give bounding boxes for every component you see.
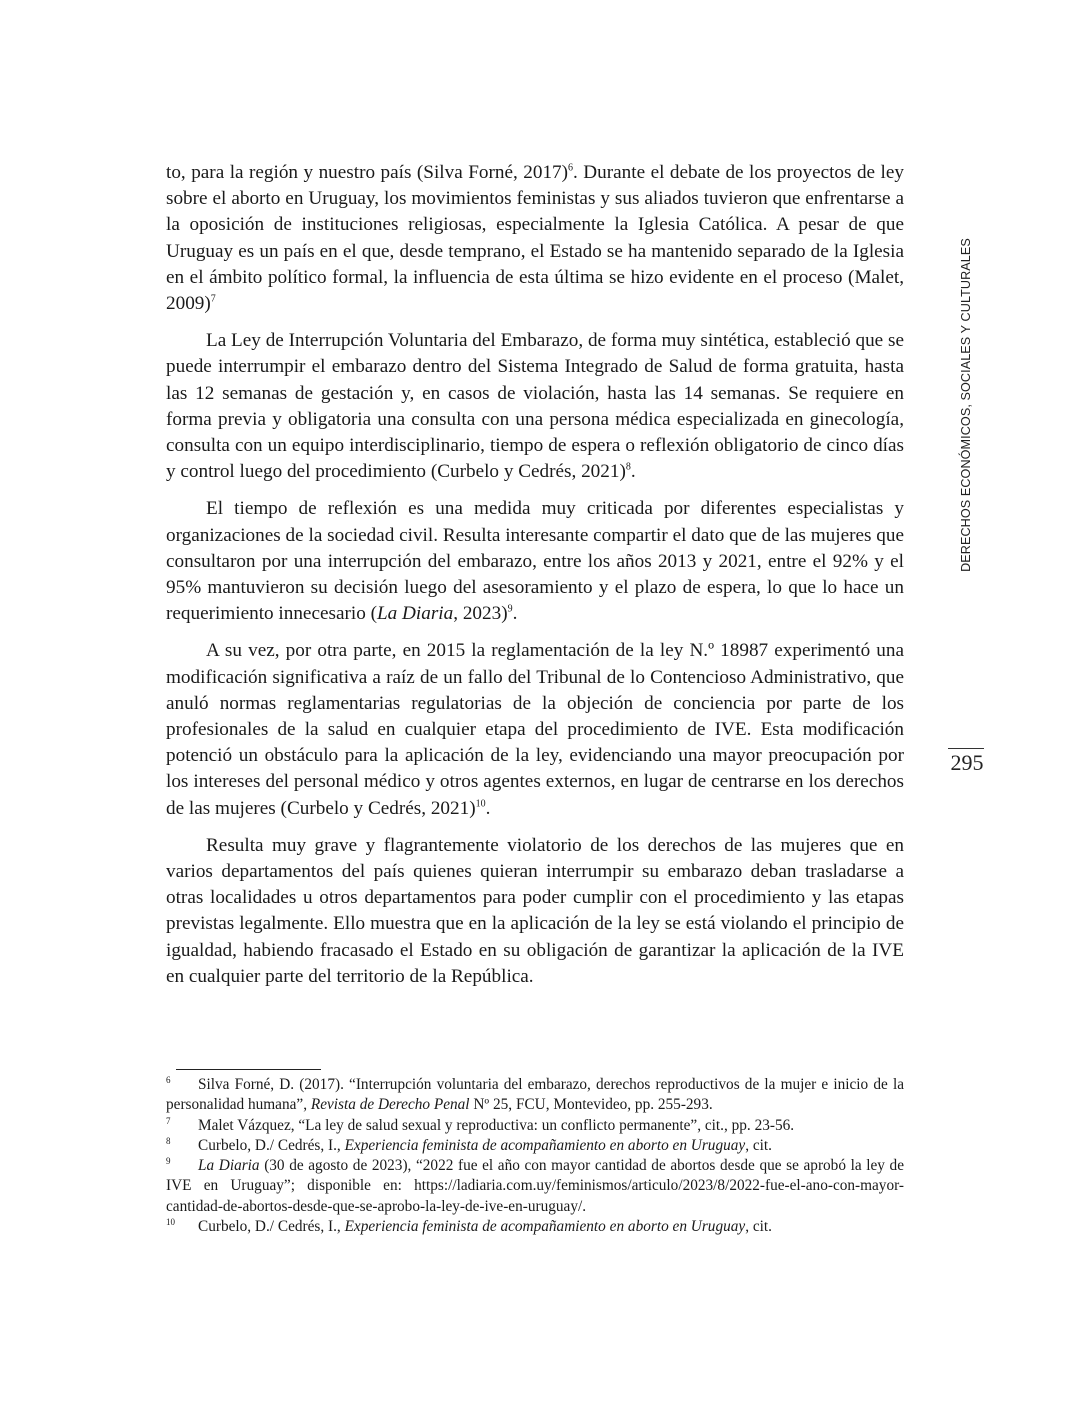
footnote-text: Silva Forné, D. (2017). “Interrupción voluntaria del embarazo, derechos reproductivos de la mujer e inicio de la personalidad humana”,	[166, 1076, 904, 1114]
footnote-9: 9 La Diaria (30 de agosto de 2023), “2022 fue el año con mayor cantidad de abortos desde que se aprobó la ley de IVE en Uruguay”; disponible en: https://ladiaria.com.uy/feminismos/articulo/2023/8/2022-fue-el-ano-con-mayor-cantidad-de-abortos-desde-que-se-aprobo-la-ley-de-ive-en-uruguay/.	[166, 1156, 904, 1215]
paragraph-text: .	[485, 797, 491, 819]
page-number: 295	[950, 750, 984, 775]
footnote-text: Curbelo, D./ Cedrés, I.,	[198, 1218, 345, 1236]
paragraph-text: . Durante el debate de los proyectos de ley sobre el aborto en Uruguay, los movimientos feministas y sus aliados tuvieron que enfrentarse a la oposición de instituciones religiosas, especialmente la Iglesia Católica. A pesar de que Uruguay es un país en el que, desde temprano, el Estado se ha mantenido separado de la Iglesia en el ámbito político formal, la influencia de esta última se hizo evidente en el proceso (Malet, 2009)	[166, 162, 904, 315]
paragraph-5	[166, 833, 904, 990]
footnote-6: 6 Silva Forné, D. (2017). “Interrupción voluntaria del embarazo, derechos reproductivos de la mujer e inicio de la personalidad humana”, Revista de Derecho Penal Nº 25, FCU, Montevideo, pp. 255-293.	[166, 1074, 904, 1114]
paragraph-text: El tiempo de reflexión es una medida muy criticada por diferentes especialistas y organizaciones de la sociedad civil. Resulta interesante compartir el dato que de las mujeres que consultaron por una interrupción del embarazo, entre los años 2013 y 2021, entre el 92% y el 95% mantuvieron su decisión luego del asesoramiento y el plazo de espera, lo que lo hace un requerimiento innecesario (	[166, 498, 904, 625]
paragraph-text: , 2023)	[453, 603, 508, 625]
footnote-text: Malet Vázquez, “La ley de salud sexual y reproductiva: un conflicto permanente”, cit., pp. 23-56.	[198, 1116, 795, 1134]
footnote-ref[interactable]: 10	[475, 798, 486, 810]
paragraph-text: A su vez, por otra parte, en 2015 la reglamentación de la ley N.º 18987 experimentó una modificación significativa a raíz de un fallo del Tribunal de lo Contencioso Administrativo, que anuló normas reglamentarias regulatorias de la objeción de conciencia por parte de los profesionales de la salud en cualquier etapa del procedimiento de IVE. Esta modificación potenció un obstáculo para la aplicación de la ley, evidenciando una mayor preocupación por los intereses del personal médico y otros agentes externos, en lugar de centrarse en los derechos de las mujeres (Curbelo y Cedrés, 2021)	[166, 640, 904, 819]
publication-title: Revista de Derecho Penal	[310, 1096, 470, 1114]
paragraph-text: .	[630, 461, 636, 483]
footnote-10: 10 Curbelo, D./ Cedrés, I., Experiencia feminista de acompañamiento en aborto en Uruguay, cit.	[166, 1216, 772, 1236]
paragraph-text: to, para la región y nuestro país (Silva Forné, 2017)	[166, 162, 569, 183]
publication-title: Experiencia feminista de acompañamiento en aborto en Uruguay	[344, 1218, 746, 1236]
page-number-rule	[948, 748, 984, 749]
publication-title: Experiencia feminista de acompañamiento en aborto en Uruguay	[344, 1136, 746, 1154]
publication-title: La Diaria	[376, 603, 454, 625]
footnote-ref[interactable]: 9	[507, 603, 513, 615]
footnote-text: Curbelo, D./ Cedrés, I.,	[198, 1136, 345, 1154]
paragraph-text: La Ley de Interrupción Voluntaria del Embarazo, de forma muy sintética, estableció que se puede interrumpir el embarazo dentro del Sistema Integrado de Salud de forma gratuita, hasta las 12 semanas de gestación y, en casos de violación, hasta las 14 semanas. Se requiere en forma previa y obligatoria una consulta con una persona médica especializada en ginecología, consulta con un equipo interdisciplinario, tiempo de espera o reflexión obligatorio de cinco días y control luego del procedimiento (Curbelo y Cedrés, 2021)	[166, 330, 904, 483]
footnote-text: , cit.	[745, 1136, 772, 1154]
footnote-separator	[176, 1069, 321, 1070]
running-header-text: DERECHOS ECONÓMICOS, SOCIALES Y CULTURALES	[959, 238, 973, 572]
footnote-7: 7 Malet Vázquez, “La ley de salud sexual y reproductiva: un conflicto permanente”, cit., pp. 23-56.	[166, 1115, 795, 1134]
footnotes	[166, 1075, 904, 1237]
paragraph-text: .	[512, 603, 518, 625]
footnote-ref[interactable]: 8	[625, 461, 631, 473]
footnote-text: , cit.	[745, 1218, 772, 1236]
paragraph-text: Resulta muy grave y flagrantemente violatorio de los derechos de las mujeres que en varios departamentos del país quienes quieran interrumpir su embarazo deban trasladarse a otras localidades u otros departamentos para poder cumplir con el procedimiento y las etapas previstas legalmente. Ello muestra que en la aplicación de la ley se está violando el principio de igualdad, habiendo fracasado el Estado en su obligación de garantizar la aplicación de la IVE en cualquier parte del territorio de la República.	[166, 834, 904, 987]
footnote-8: 8 Curbelo, D./ Cedrés, I., Experiencia feminista de acompañamiento en aborto en Uruguay, cit.	[166, 1135, 772, 1154]
footnote-text[interactable]: (30 de agosto de 2023), “2022 fue el año con mayor cantidad de abortos desde que se aprobó la ley de IVE en Uruguay”; disponible en: https://ladiaria.com.uy/feminismos/articulo/2023/8/2022-fue-el-ano-con-mayor-cantidad-de-abortos-desde-que-se-aprobo-la-ley-de-ive-en-uruguay/.	[166, 1157, 904, 1215]
footnote-ref[interactable]: 6	[568, 162, 574, 174]
publication-title: La Diaria	[198, 1157, 260, 1175]
footnote-ref[interactable]: 7	[210, 293, 216, 305]
paragraph-3	[166, 496, 904, 627]
paragraph-2	[166, 328, 904, 485]
paragraph-4	[166, 638, 904, 821]
body-text	[166, 160, 904, 1001]
paragraph-1	[166, 160, 904, 317]
running-header	[954, 238, 978, 572]
footnote-text: Nº 25, FCU, Montevideo, pp. 255-293.	[469, 1096, 713, 1114]
